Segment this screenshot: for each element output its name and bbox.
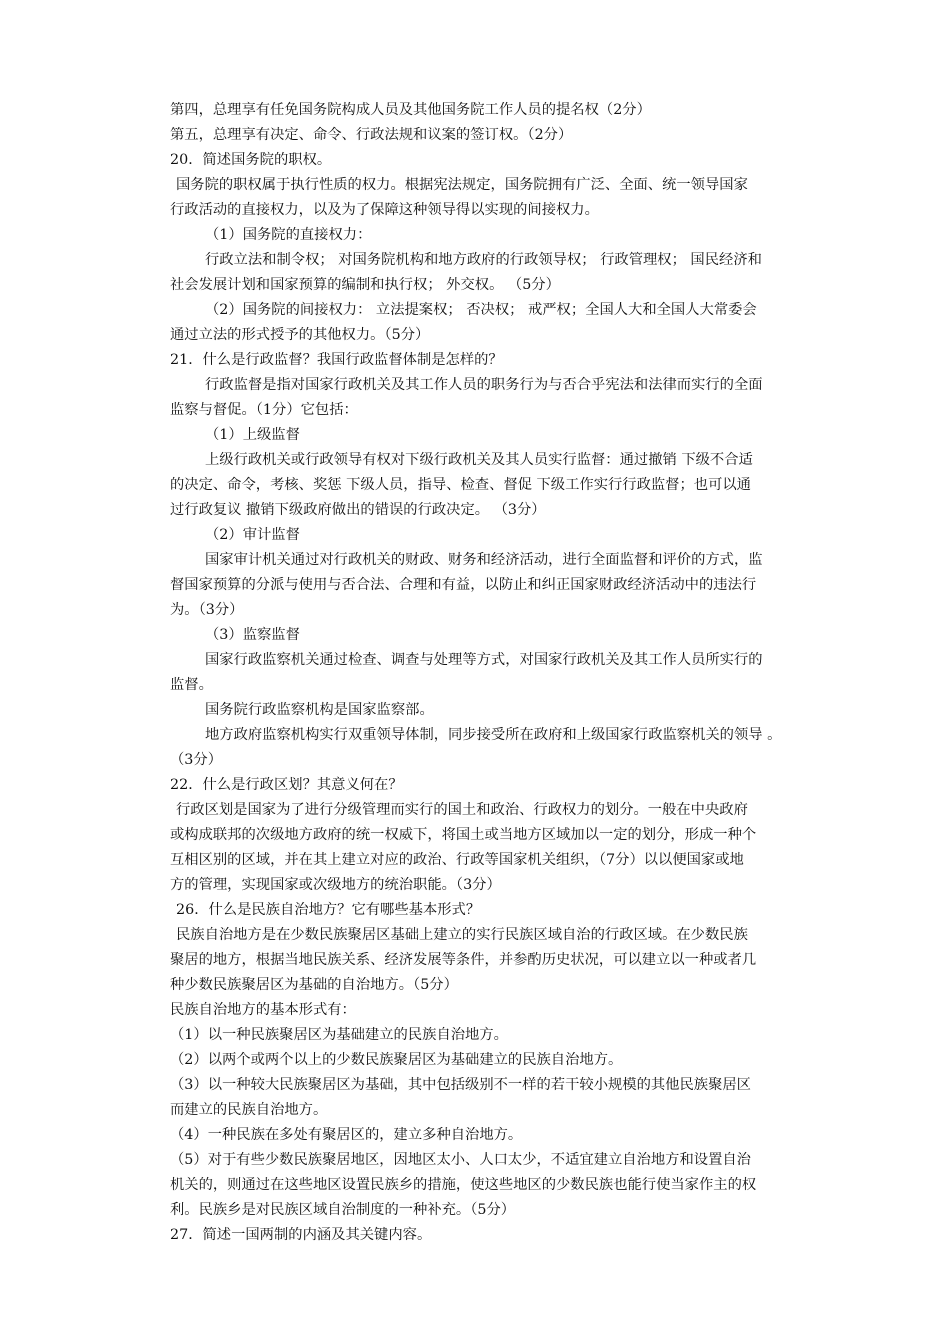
text-line: 过行政复议 撤销下级政府做出的错误的行政决定。 （3分）: [170, 502, 546, 518]
text-line: 机关的，则通过在这些地区设置民族乡的措施，使这些地区的少数民族也能行使当家作主的权: [170, 1177, 757, 1193]
question-heading: 22．什么是行政区划？其意义何在？: [170, 777, 403, 793]
text-line: 为。（3分）: [170, 602, 244, 618]
list-item: （2）以两个或两个以上的少数民族聚居区为基础建立的民族自治地方。: [170, 1052, 623, 1068]
text-line: 地方政府监察机构实行双重领导体制，同步接受所在政府和上级国家行政监察机关的领导 。: [205, 727, 782, 743]
text-line: 行政立法和制令权； 对国务院机构和地方政府的行政领导权； 行政管理权； 国民经济和: [205, 252, 762, 268]
text-line: 行政监督是指对国家行政机关及其工作人员的职务行为与否合乎宪法和法律而实行的全面: [205, 377, 763, 393]
text-line: 互相区别的区域，并在其上建立对应的政治、行政等国家机关组织，（7分）以以便国家或地: [170, 852, 744, 868]
text-line: 第四，总理享有任免国务院构成人员及其他国务院工作人员的提名权（2分）: [170, 102, 651, 118]
question-heading: 26．什么是民族自治地方？它有哪些基本形式？: [176, 902, 481, 918]
text-line: （3分）: [170, 752, 222, 768]
text-line: 国家审计机关通过对行政机关的财政、财务和经济活动，进行全面监督和评价的方式，监: [205, 552, 763, 568]
text-line: 民族自治地方是在少数民族聚居区基础上建立的实行民族区域自治的行政区域。在少数民族: [176, 927, 748, 943]
text-line: 上级行政机关或行政领导有权对下级行政机关及其人员实行监督：通过撤销 下级不合适: [205, 452, 753, 468]
text-line: 利。民族乡是对民族区域自治制度的一种补充。（5分）: [170, 1202, 516, 1218]
text-line: （2）审计监督: [205, 527, 300, 543]
text-line: 种少数民族聚居区为基础的自治地方。（5分）: [170, 977, 458, 993]
text-line: 行政区划是国家为了进行分级管理而实行的国土和政治、行政权力的划分。一般在中央政府: [176, 802, 748, 818]
text-line: 监察与督促。（1分）它包括：: [170, 402, 358, 418]
text-line: 社会发展计划和国家预算的编制和执行权； 外交权。 （5分）: [170, 277, 560, 293]
text-line: 督国家预算的分派与使用与否合法、合理和有益，以防止和纠正国家财政经济活动中的违法行: [170, 577, 757, 593]
text-line: 聚居的地方，根据当地民族关系、经济发展等条件，并参酌历史状况，可以建立以一种或者几: [170, 952, 757, 968]
text-line: 民族自治地方的基本形式有：: [170, 1002, 356, 1018]
question-heading: 27．简述一国两制的内涵及其关键内容。: [170, 1227, 432, 1243]
question-heading: 21．什么是行政监督？我国行政监督体制是怎样的？: [170, 352, 503, 368]
text-line: （2）国务院的间接权力： 立法提案权； 否决权； 戒严权；全国人大和全国人大常委会: [205, 302, 757, 318]
list-item: （1）以一种民族聚居区为基础建立的民族自治地方。: [170, 1027, 508, 1043]
question-heading: 20．简述国务院的职权。: [170, 152, 332, 168]
text-line: （3）监察监督: [205, 627, 300, 643]
text-line: 而建立的民族自治地方。: [170, 1102, 328, 1118]
list-item: （5）对于有些少数民族聚居地区，因地区太小、人口太少，不适宜建立自治地方和设置自治: [170, 1152, 751, 1168]
text-line: 第五，总理享有决定、命令、行政法规和议案的签订权。（2分）: [170, 127, 573, 143]
text-line: 方的管理，实现国家或次级地方的统治职能。（3分）: [170, 877, 501, 893]
text-line: 的决定、命令，考核、奖惩 下级人员，指导、检查、督促 下级工作实行行政监督；也可以通: [170, 477, 751, 493]
text-line: 国家行政监察机关通过检查、调查与处理等方式，对国家行政机关及其工作人员所实行的: [205, 652, 763, 668]
text-line: 通过立法的形式授予的其他权力。（5分）: [170, 327, 430, 343]
text-line: （1）国务院的直接权力：: [205, 227, 372, 243]
text-line: 国务院行政监察机构是国家监察部。: [205, 702, 434, 718]
text-line: 行政活动的直接权力，以及为了保障这种领导得以实现的间接权力。: [170, 202, 599, 218]
text-line: 或构成联邦的次级地方政府的统一权威下，将国土或当地方区域加以一定的划分，形成一种个: [170, 827, 757, 843]
list-item: （3）以一种较大民族聚居区为基础，其中包括级别不一样的若干较小规模的其他民族聚居区: [170, 1077, 751, 1093]
text-line: （1）上级监督: [205, 427, 300, 443]
text-line: 国务院的职权属于执行性质的权力。根据宪法规定，国务院拥有广泛、全面、统一领导国家: [176, 177, 748, 193]
text-line: 监督。: [170, 677, 213, 693]
list-item: （4）一种民族在多处有聚居区的，建立多种自治地方。: [170, 1127, 523, 1143]
